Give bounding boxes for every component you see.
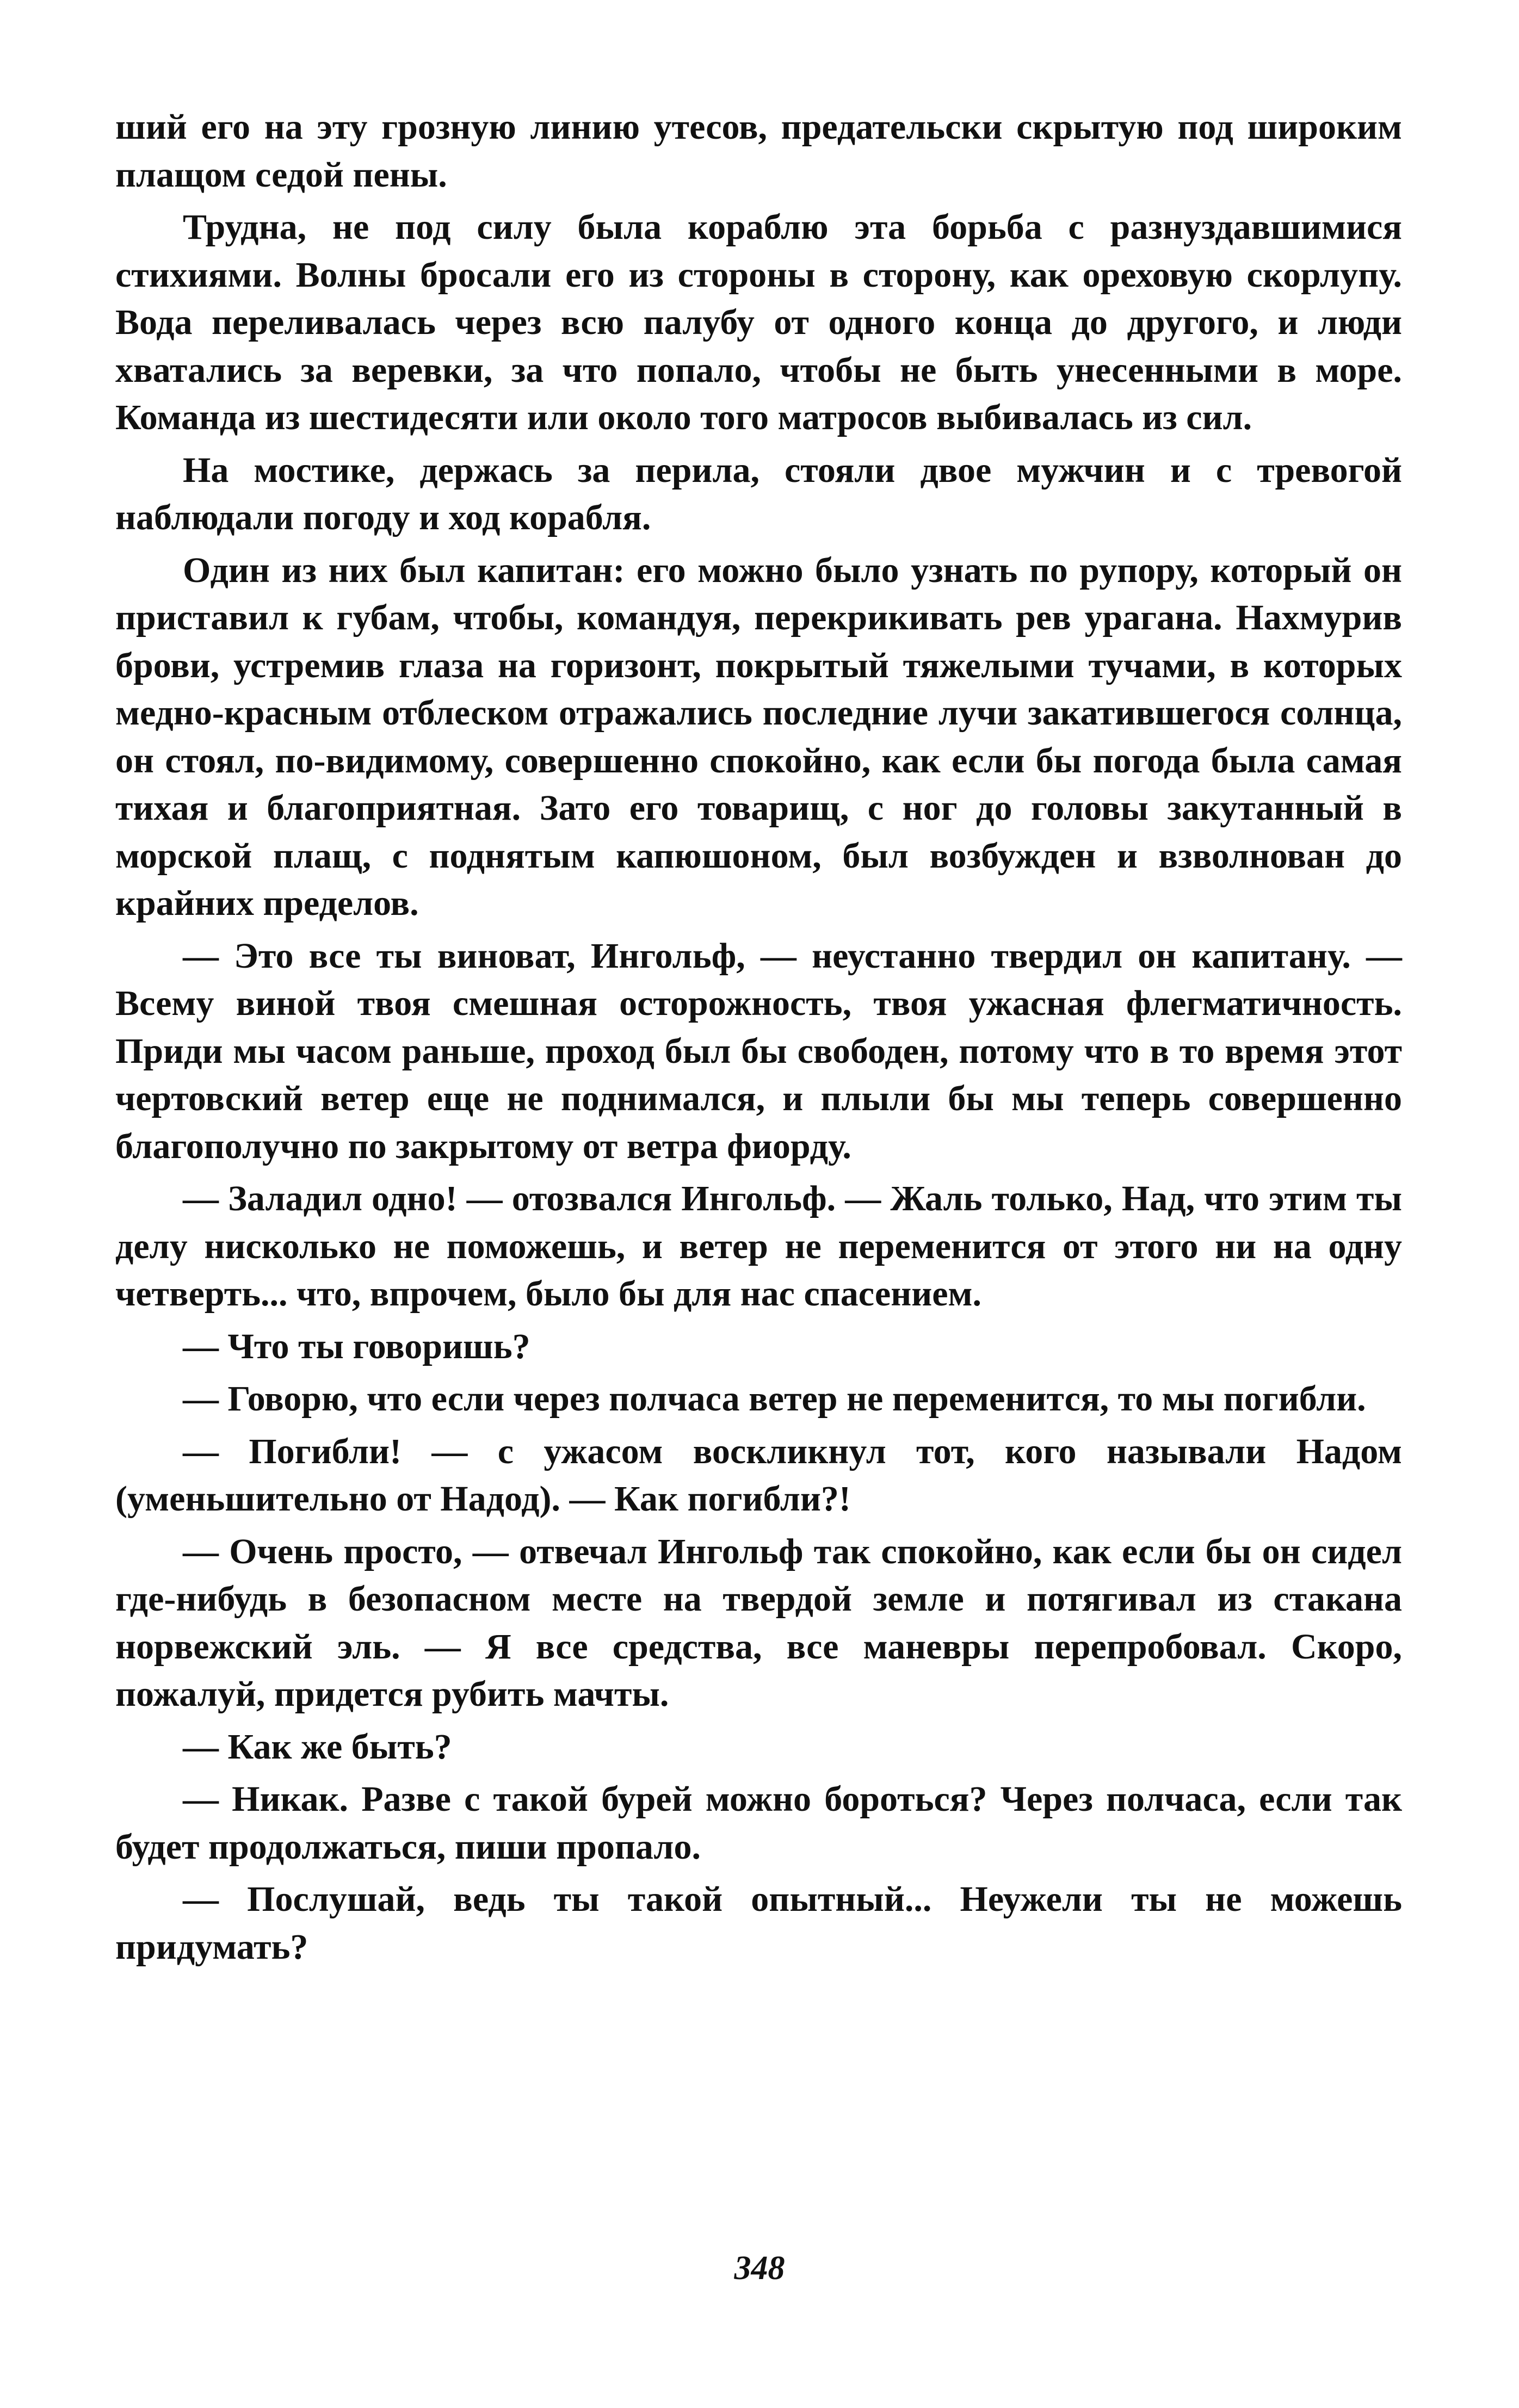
paragraph-13: — Послушай, ведь ты такой опытный... Неужели ты не можешь придумать?	[115, 1879, 1402, 1967]
paragraph-9: — Погибли! — с ужасом воскликнул тот, кого называли Надом (уменьшительно от Надод). — Как погибли?!	[115, 1431, 1402, 1519]
paragraph-11: — Как же быть?	[183, 1726, 452, 1767]
paragraph-1: ший его на эту грозную линию утесов, предательски скрытую под широким плащом седой пены.	[115, 107, 1402, 195]
paragraph-8: — Говорю, что если через полчаса ветер не переменится, то мы погибли.	[183, 1379, 1366, 1419]
paragraph-10: — Очень просто, — отвечал Ингольф так спокойно, как если бы он сидел где-нибудь в безопасном месте на твердой земле и потягивал из стакана норвежский эль. — Я все средства, все маневры перепробовал. Скоро, пожалуй, придется рубить мачты.	[115, 1531, 1402, 1714]
paragraph-5: — Это все ты виноват, Ингольф, — неустанно твердил он капитану. — Всему виной твоя смешная осторожность, твоя ужасная флегматичность. Приди мы часом раньше, проход был бы свободен, потому что в то время этот чертовский ветер еще не поднимался, и плыли бы мы теперь совершенно благополучно по закрытому от ветра фиорду.	[115, 936, 1402, 1166]
paragraph-12: — Никак. Разве с такой бурей можно бороться? Через полчаса, если так будет продолжаться, пиши пропало.	[115, 1779, 1402, 1867]
paragraph-2: Трудна, не под силу была кораблю эта борьба с разнуздавшимися стихиями. Волны бросали его из стороны в сторону, как ореховую скорлупу. Вода переливалась через всю палубу от одного конца до другого, и люди хватались за веревки, за что попало, чтобы не быть унесенными в море. Команда из шестидесяти или около того матросов выбивалась из сил.	[115, 207, 1402, 437]
paragraph-7: — Что ты говоришь?	[183, 1326, 530, 1366]
paragraph-3: На мостике, держась за перила, стояли двое мужчин и с тревогой наблюдали погоду и ход корабля.	[115, 450, 1402, 537]
page-number: 348	[734, 2250, 785, 2287]
page-body	[115, 103, 1402, 1976]
paragraph-4: Один из них был капитан: его можно было узнать по рупору, который он приставил к губам, чтобы, командуя, перекрикивать рев урагана. Нахмурив брови, устремив глаза на горизонт, покрытый тяжелыми тучами, в которых медно-красным отблеском отражались последние лучи закатившегося солнца, он стоял, по-видимому, совершенно спокойно, как если бы погода была самая тихая и благоприятная. Зато его товарищ, с ног до головы закутанный в морской плащ, с поднятым капюшоном, был возбужден и взволнован до крайних пределов.	[115, 550, 1402, 923]
paragraph-6: — Заладил одно! — отозвался Ингольф. — Жаль только, Над, что этим ты делу нисколько не поможешь, и ветер не переменится от этого ни на одну четверть... что, впрочем, было бы для нас спасением.	[115, 1179, 1402, 1314]
